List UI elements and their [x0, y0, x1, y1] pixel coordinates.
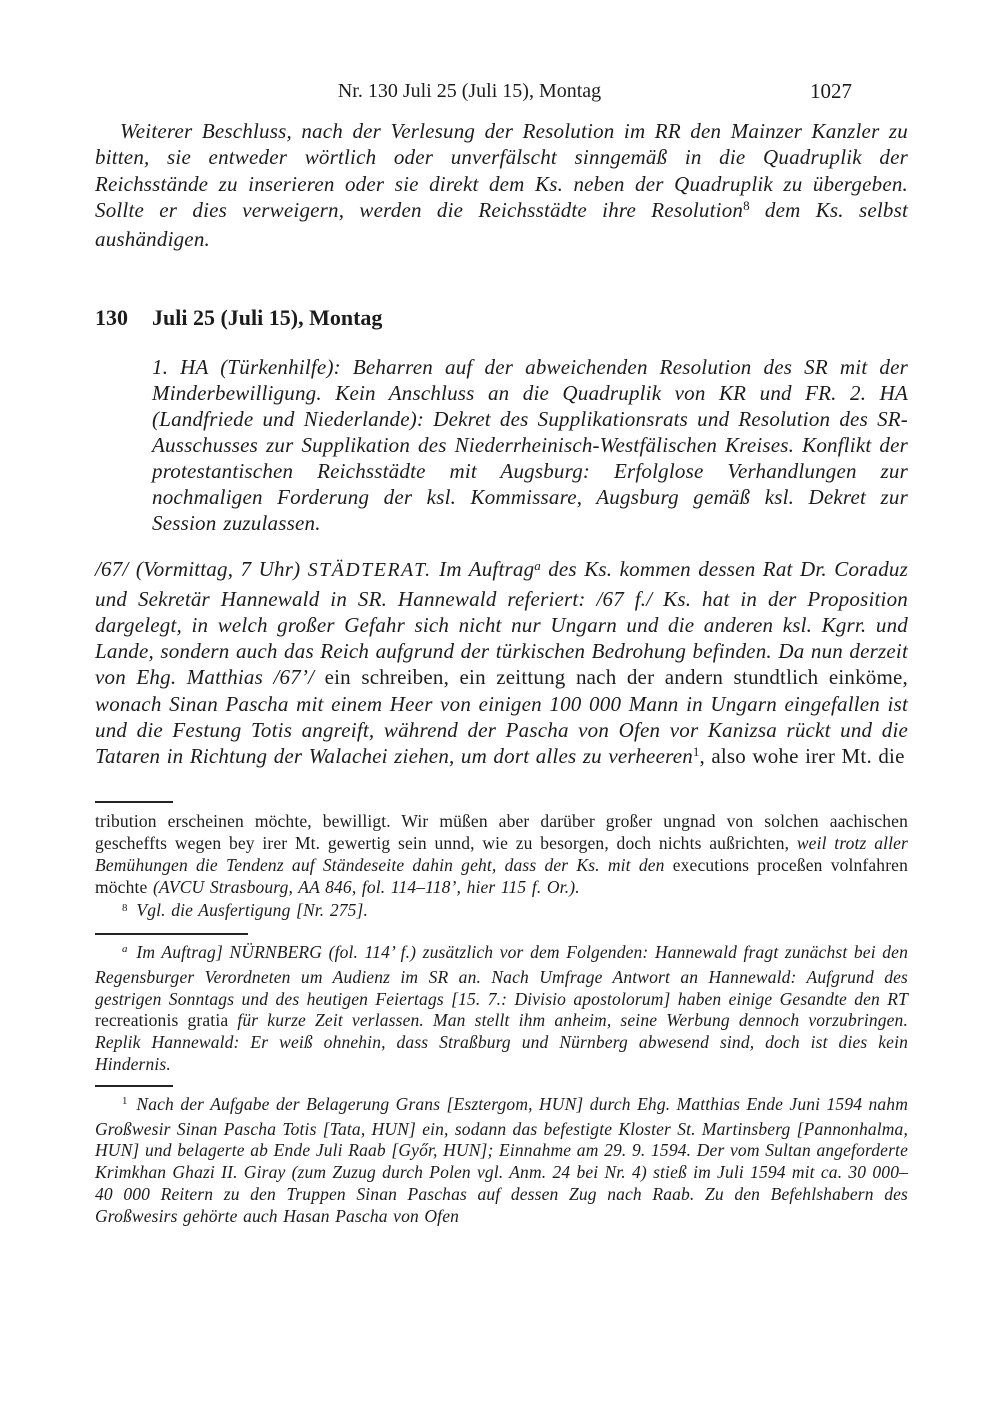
- resolution-paragraph: [95, 118, 908, 252]
- text-run: Weiterer Beschluss, nach der Verlesung der Resolution im RR den Mainzer Kanzler zu bitten, sie entweder wörtlich oder unverfälscht sinngemäß in die Quadruplik der Reichsstände zu inserieren oder sie direkt dem Ks. neben der Quadruplik zu übergeben. Sollte er dies verweigern, werden die Reichsstädte ihre Resolution: [95, 119, 908, 222]
- text-run: Nach der Aufgabe der Belagerung Grans [Esztergom, HUN] durch Ehg. Matthias Ende Juni 1594 nahm Großwesir Sinan Pascha Totis [Tata, HUN] ein, sodann das befestigte Kloster St. Martinsberg [Pannonhalma, HUN] und belagerte ab Ende Juli Raab [Győr, HUN]; Einnahme am 29. 9. 1594. Der vom Sultan angeforderte Krimkhan Ghazi II. Giray (zum Zuzug durch Polen vgl. Anm. 24 bei Nr. 4) stieß im Juli 1594 mit ca. 30 000–40 000 Reitern zu den Truppen Sinan Paschas auf dessen Zug nach Raab. Zu den Befehlshabern des Großwesirs gehörte auch Hasan Pascha von Ofen: [95, 1093, 908, 1226]
- text-run: 1: [122, 1095, 128, 1108]
- text-run: , also wohe irer Mt. die: [699, 743, 905, 768]
- text-run: 8: [743, 198, 750, 214]
- entry-number: 130: [95, 305, 128, 331]
- footnote-8: [95, 900, 908, 925]
- entry-heading: [95, 304, 908, 332]
- text-run: weil trotz aller Bemühungen die Tendenz auf Ständeseite dahin geht, dass der Ks. mit den: [95, 832, 909, 875]
- footnote-1: [95, 1094, 908, 1228]
- text-run: recreationis gratia: [95, 1010, 238, 1031]
- page-number: 1027: [810, 79, 852, 103]
- running-header: [95, 78, 908, 104]
- text-run: (AVCU Strasbourg, AA 846, fol. 114–118’, hier 115 f. Or.).: [152, 876, 580, 897]
- entry-summary: 1. HA (Türkenhilfe): Beharren auf der abweichenden Resolution des SR mit der Minderbewilligung. Kein Anschluss an die Quadruplik von KR und FR. 2. HA (Landfriede und Niederlande): Dekret des Supplikationsrats und Resolution des SR-Ausschusses zur Supplikation des Niederrheinisch-Westfälischen Kreises. Konflikt der protestantischen Reichsstädte mit Augsburg: Erfolglose Verhandlungen zur nochmaligen Forderung der ksl. Kommissare, Augsburg gemäß ksl. Dekret zur Session zuzulassen.: [152, 355, 908, 536]
- footnote-separator-rule: [95, 1085, 173, 1087]
- text-run: für kurze Zeit verlassen. Man stellt ihm anheim, seine Werbung dennoch vorzubringen. Replik Hannewald: Er weiß ohnehin, dass Straßburg und Nürnberg abwesend sind, doch ist dies kein Hindernis.: [95, 1010, 908, 1075]
- running-header-title: Nr. 130 Juli 25 (Juli 15), Montag: [337, 80, 602, 102]
- text-run: Vgl. die Ausfertigung [Nr. 275].: [136, 900, 369, 921]
- text-run: executions proceßen volnfahren möchte: [95, 854, 909, 897]
- text-run: /67/ (Vormittag, 7 Uhr): [95, 557, 308, 582]
- text-run: Im Auftrag] NÜRNBERG (fol. 114’ f.) zusätzlich vor dem Folgenden: Hannewald fragt zunächst bei den Regensburger Verordneten um Audienz im SR an. Nach Umfrage Antwort an Hannewald: Aufgrund des gestrigen Sonntags und des heutigen Feiertags [15. 7.: Divisio apostolorum] haben einige Gesandte den RT: [95, 942, 908, 1009]
- text-run: dem Ks. selbst aushändigen.: [95, 197, 908, 252]
- text-run: tribution erscheinen möchte, bewilligt. Wir müßen aber darüber großer ungnad von solchen aachischen gescheffts wegen bey irer Mt. gewertig sein unnd, wie zu besorgen, doch nichts außrichten,: [95, 811, 908, 853]
- footnotes-section: [95, 801, 908, 1228]
- main-text-paragraph: [95, 556, 908, 772]
- text-run: 1: [692, 744, 700, 760]
- text-run: STÄDTERAT.: [307, 559, 432, 582]
- text-run: wonach Sinan Pascha mit einem Heer von einigen 100 000 Mann in Ungarn eingefallen ist und die Festung Totis angreift, während der Pascha von Ofen vor Kanizsa rückt und die Tataren in Richtung der Walachei ziehen, um dort alles zu verheeren: [95, 691, 908, 768]
- text-run: 8: [122, 901, 128, 914]
- text-run: Im Auftrag: [431, 557, 535, 582]
- text-run: a: [534, 557, 541, 573]
- text-run: des Ks. kommen dessen Rat Dr. Coraduz und Sekretär Hannewald in SR. Hannewald referiert: /67 f./ Ks. hat in der Proposition dargelegt, in welch großer Gefahr sich nicht nur Ungarn und die anderen ksl. Kgrr. und Lande, sondern auch das Reich aufgrund der türkischen Bedrohung befinden. Da nun derzeit von Ehg. Matthias /67’/: [95, 557, 908, 690]
- entry-title: Juli 25 (Juli 15), Montag: [152, 305, 383, 331]
- footnote-a: [95, 942, 908, 1076]
- footnote-separator-rule: [95, 933, 248, 935]
- footnote-continuation: [95, 811, 908, 898]
- footnote-separator-rule: [95, 801, 173, 803]
- text-run: ein schreiben, ein zeittung nach der andern stundtlich einköme,: [324, 665, 909, 690]
- text-run: a: [122, 943, 128, 956]
